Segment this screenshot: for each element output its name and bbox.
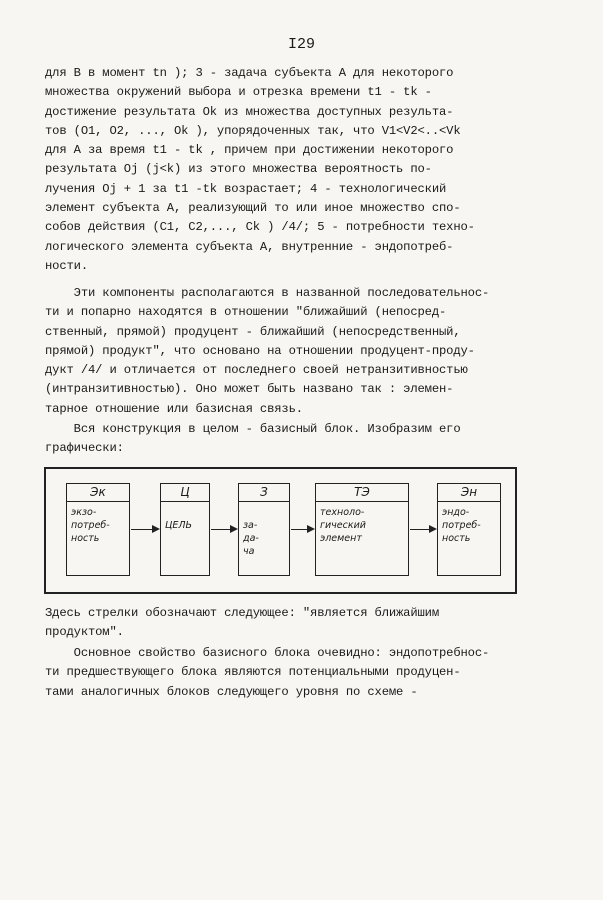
- text-line: продуктом".: [45, 625, 124, 640]
- basic-block-diagram: [44, 467, 517, 594]
- diagram-box-endo-need: [437, 483, 501, 576]
- text-line: для А за время t1 - tk , причем при достижении некоторого: [45, 143, 454, 158]
- box-label: экзо- потреб- ность: [71, 507, 110, 544]
- arrow-4: [410, 529, 435, 530]
- diagram-box-tech-element: [315, 483, 409, 576]
- text-line: ности.: [45, 258, 88, 273]
- paragraph-components: [45, 64, 565, 276]
- paragraph-relations: [45, 284, 565, 419]
- paragraph-main-property: [45, 644, 565, 702]
- diagram-box-exo-need: [66, 483, 130, 576]
- paragraph-basic-block: [45, 420, 565, 459]
- text-line: ственный, прямой) продуцент - ближайший (непосредственный,: [45, 324, 461, 339]
- text-line: множества окружений выбора и отрезка времени t1 - tk -: [45, 85, 432, 100]
- diagram-box-task: [238, 483, 290, 576]
- text-line: тов (O1, O2, ..., Ok ), упорядоченных так, что V1<V2<..<Vk: [45, 123, 461, 138]
- box-label: ЦЕЛЬ: [165, 520, 193, 531]
- arrow-1: [131, 529, 158, 530]
- text-line: лучения Oj + 1 за t1 -tk возрастает; 4 - технологический: [45, 181, 447, 196]
- box-label: эндо- потреб- ность: [442, 507, 481, 544]
- text-line: собов действия (C1, C2,..., Ck ) /4/; 5 - потребности техно-: [45, 220, 475, 235]
- text-line: дукт /4/ и отличается от последнего своей нетранзитивностью: [45, 363, 468, 378]
- diagram-box-goal: [160, 483, 210, 576]
- arrow-2: [211, 529, 236, 530]
- box-header: Эн: [438, 484, 500, 502]
- text-line: логического элемента субъекта А, внутренние - эндопотреб-: [45, 239, 454, 254]
- box-label: за- да- ча: [243, 520, 259, 557]
- text-line: (интранзитивностью). Оно может быть названо так : элемен-: [45, 382, 454, 397]
- text-line: ти предшествующего блока являются потенциальными продуцен-: [45, 665, 461, 680]
- text-line: тарное отношение или базисная связь.: [45, 401, 303, 416]
- paragraph-arrows-meaning: [45, 604, 565, 643]
- text-line: Эти компоненты располагаются в названной последовательнос-: [45, 286, 490, 300]
- text-line: Основное свойство базисного блока очевидно: эндопотребнос-: [45, 646, 490, 660]
- text-line: ти и попарно находятся в отношении "ближайший (непосред-: [45, 305, 447, 320]
- text-line: Вся конструкция в целом - базисный блок. Изобразим его: [45, 422, 461, 436]
- arrow-3: [291, 529, 313, 530]
- box-label: техноло- гический элемент: [320, 507, 366, 544]
- text-line: результата Oj (j<k) из этого множества вероятность по-: [45, 162, 432, 177]
- text-line: тами аналогичных блоков следующего уровня по схеме -: [45, 684, 418, 699]
- text-line: для В в момент tn ); 3 - задача субъекта А для некоторого: [45, 66, 454, 80]
- page-number: I29: [287, 36, 315, 53]
- text-line: Здесь стрелки обозначают следующее: "является ближайшим: [45, 606, 440, 620]
- box-header: Ц: [161, 484, 209, 502]
- text-line: прямой) продукт", что основано на отношении продуцент-проду-: [45, 343, 475, 358]
- text-line: элемент субъекта А, реализующий то или иное множество спо-: [45, 201, 461, 216]
- box-header: Эк: [67, 484, 129, 502]
- text-line: достижение результата Ok из множества доступных результа-: [45, 104, 454, 119]
- box-header: ТЭ: [316, 484, 408, 502]
- text-line: графически:: [45, 441, 124, 456]
- box-header: З: [239, 484, 289, 502]
